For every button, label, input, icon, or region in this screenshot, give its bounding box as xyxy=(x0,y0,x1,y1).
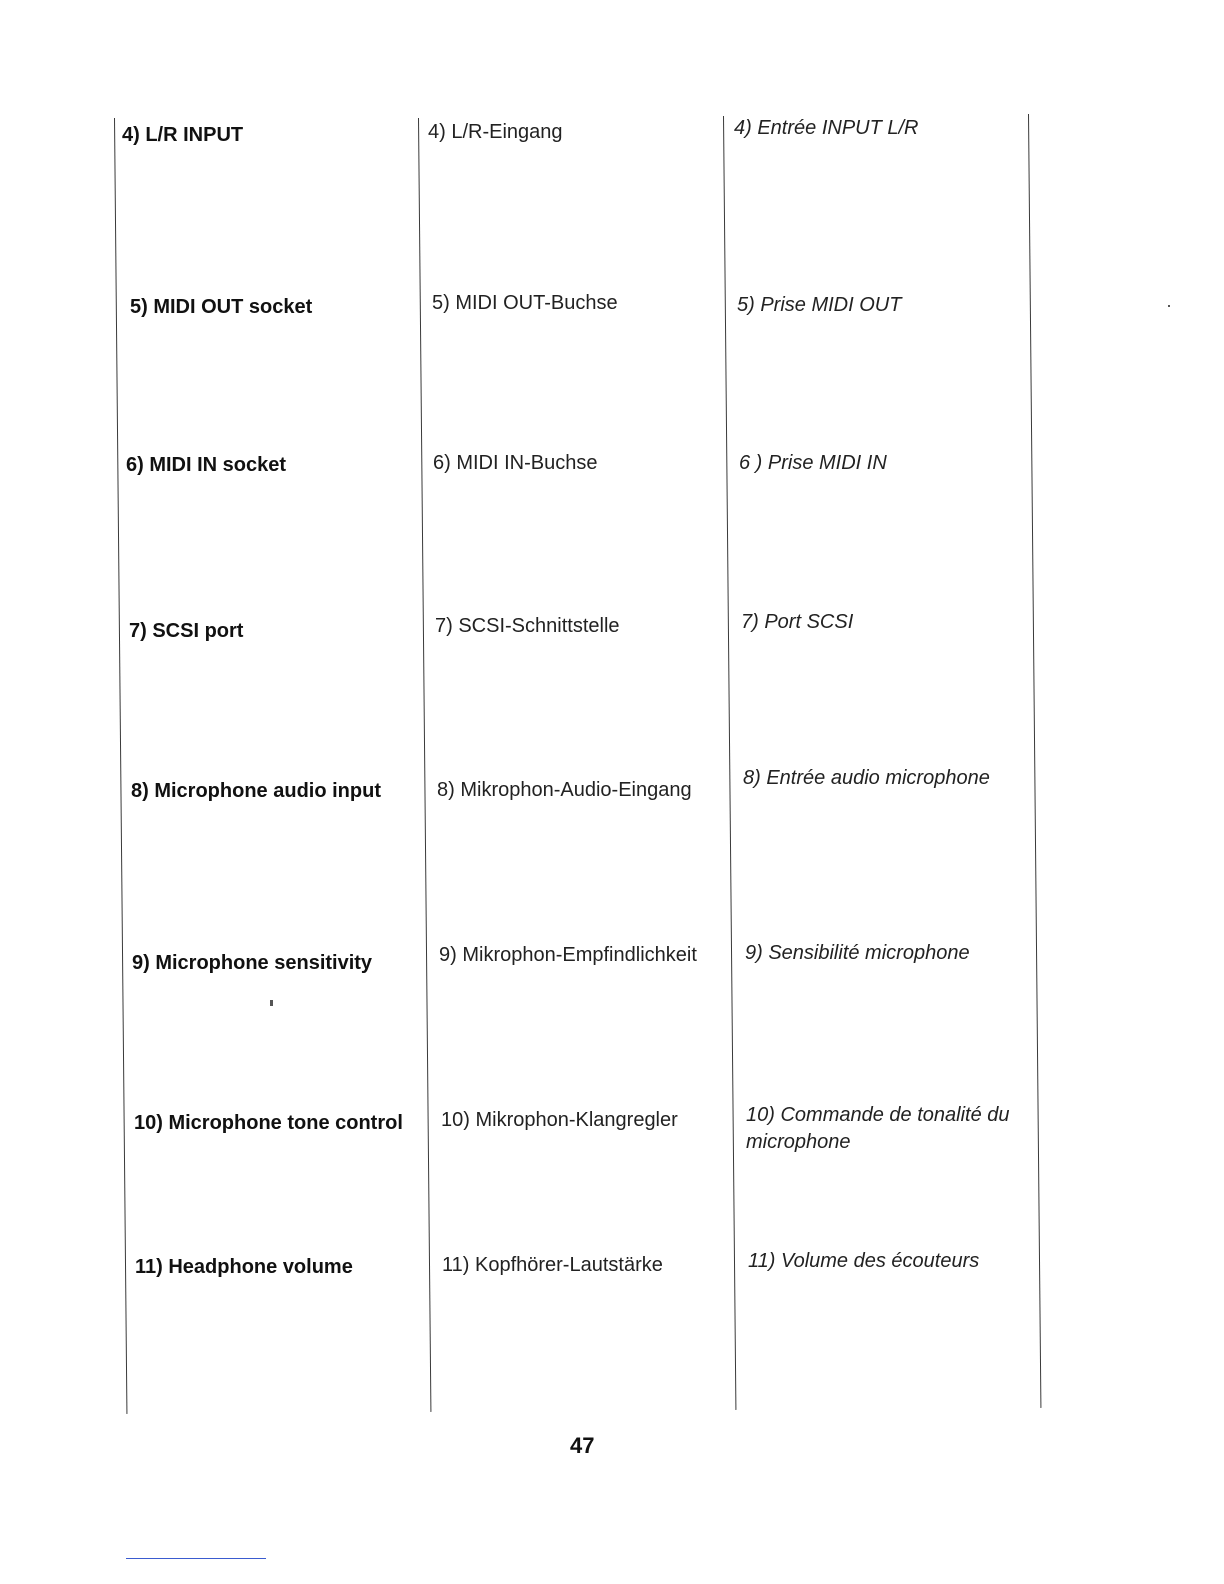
french-label: 11) Volume des écouteurs xyxy=(748,1250,980,1272)
english-label: 8) Microphone audio input xyxy=(131,780,381,802)
page-number: 47 xyxy=(570,1433,595,1458)
french-label: 8) Entrée audio microphone xyxy=(743,767,990,789)
column-divider-right xyxy=(1028,114,1041,1408)
french-label: 4) Entrée INPUT L/R xyxy=(734,117,919,139)
german-label: 8) Mikrophon-Audio-Eingang xyxy=(437,779,692,801)
column-divider-2 xyxy=(723,116,736,1410)
french-label: 5) Prise MIDI OUT xyxy=(737,294,902,316)
scan-speck xyxy=(1168,305,1170,307)
english-label: 4) L/R INPUT xyxy=(122,124,244,146)
english-label: 9) Microphone sensitivity xyxy=(132,952,373,974)
french-label: 6 ) Prise MIDI IN xyxy=(739,452,887,474)
english-label: 6) MIDI IN socket xyxy=(126,454,287,476)
column-divider-1 xyxy=(418,118,431,1412)
german-label: 11) Kopfhörer-Lautstärke xyxy=(442,1254,663,1276)
french-label: 9) Sensibilité microphone xyxy=(745,942,970,964)
german-label: 5) MIDI OUT-Buchse xyxy=(432,292,618,314)
column-divider-left xyxy=(114,118,127,1414)
french-label: 7) Port SCSI xyxy=(741,611,854,633)
bottom-rule xyxy=(126,1558,266,1559)
english-label: 5) MIDI OUT socket xyxy=(130,296,313,318)
german-label: 10) Mikrophon-Klangregler xyxy=(441,1109,678,1131)
english-label: 11) Headphone volume xyxy=(135,1256,353,1278)
scan-speck xyxy=(270,1000,273,1006)
german-label: 6) MIDI IN-Buchse xyxy=(433,452,598,474)
english-label: 10) Microphone tone control xyxy=(134,1112,403,1134)
german-label: 4) L/R-Eingang xyxy=(428,121,563,143)
german-label: 7) SCSI-Schnittstelle xyxy=(435,615,620,637)
french-label: 10) Commande de tonalité du microphone xyxy=(746,1104,1010,1153)
english-label: 7) SCSI port xyxy=(129,620,244,642)
german-label: 9) Mikrophon-Empfindlichkeit xyxy=(439,944,697,966)
